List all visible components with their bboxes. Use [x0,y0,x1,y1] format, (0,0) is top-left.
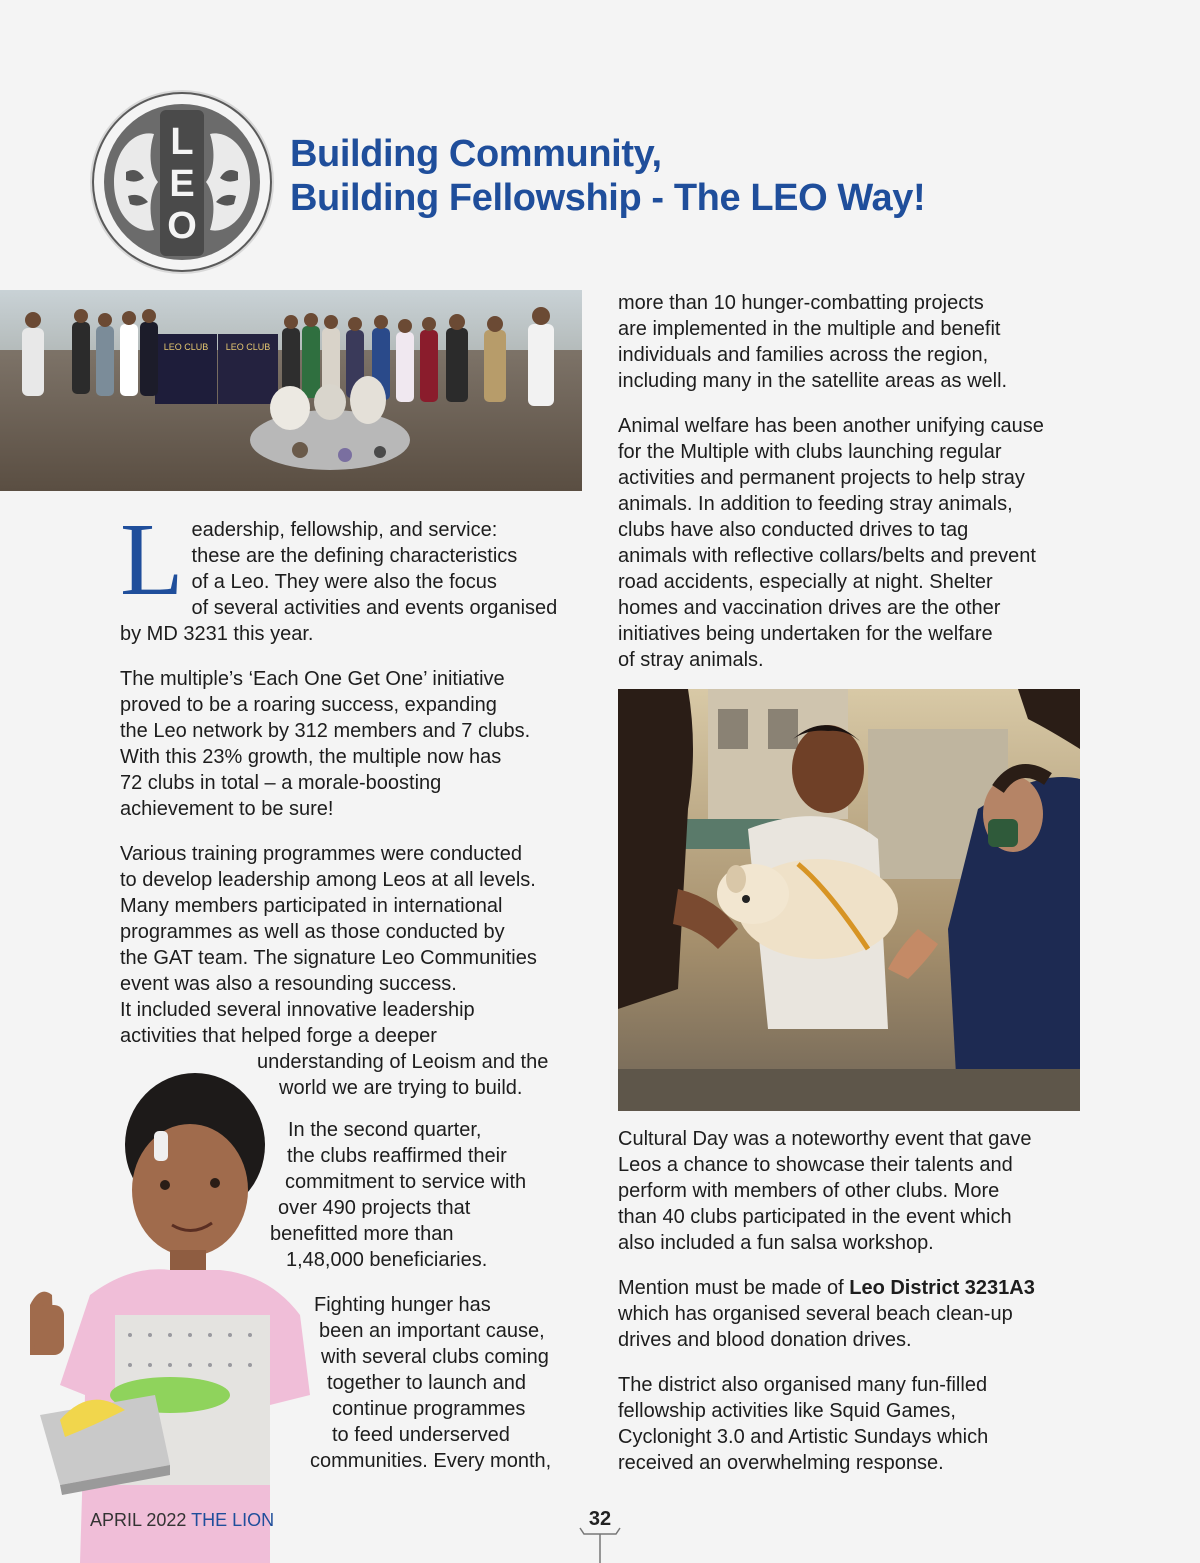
footer-issue [90,1510,274,1531]
stray-dog-vaccination-photo [618,689,1080,1111]
text-line: drives and blood donation drives. [618,1329,912,1351]
paragraph-fighting-hunger [120,1292,552,1474]
text-line: event was also a resounding success. [120,973,457,995]
text-line: animals with reflective collars/belts and prevent [618,545,1036,567]
text-line: benefitted more than [270,1223,454,1245]
text-line: communities. Every month, [310,1450,552,1472]
text-line: Cultural Day was a noteworthy event that gave [618,1128,1032,1150]
text-line: 1,48,000 beneficiaries. [286,1249,488,1271]
intro-paragraph [120,502,580,647]
text-line: individuals and families across the region, [618,344,989,366]
text-line: for the Multiple with clubs launching regular [618,441,1002,463]
text-line: programmes as well as those conducted by [120,921,505,943]
logo-letter-e: E [169,163,195,205]
text-line: It included several innovative leadership [120,999,475,1021]
paragraph-each-one-get-one [120,666,580,822]
paragraph-fellowship-activities [618,1372,1088,1476]
text-line: also included a fun salsa workshop. [618,1232,934,1254]
text-line: Leos a chance to showcase their talents and [618,1154,1013,1176]
text-line: With this 23% growth, the multiple now has [120,746,502,768]
magazine-name: THE LION [191,1510,275,1530]
title-line-1: Building Community, [290,133,662,175]
text-fragment: Mention must be made of [618,1277,850,1299]
text-line: of stray animals. [618,649,764,671]
text-line: than 40 clubs participated in the event which [618,1206,1012,1228]
banner-left-text: LEO CLUB [163,342,209,352]
paragraph-training [120,841,580,1101]
text-line: of a Leo. They were also the focus [191,571,497,593]
dropcap-letter: L [120,502,184,617]
text-line: fellowship activities like Squid Games, [618,1400,956,1422]
text-line: to feed underserved [332,1424,510,1446]
text-line: to develop leadership among Leos at all levels. [120,869,536,891]
text-line: over 490 projects that [278,1197,471,1219]
text-line: animals. In addition to feeding stray animals, [618,493,1013,515]
paragraph-cultural-day [618,1126,1088,1256]
district-name: Leo District 3231A3 [849,1277,1035,1299]
text-line: more than 10 hunger-combatting projects [618,292,984,314]
text-line: world we are trying to build. [279,1077,523,1099]
paragraph-second-quarter [120,1117,527,1273]
issue-date: APRIL 2022 [90,1510,192,1530]
beach-cleanup-group-photo [0,290,582,491]
paragraph-animal-welfare [618,413,1088,673]
text-line: commitment to service with [285,1171,527,1193]
text-line: The multiple’s ‘Each One Get One’ initiative [120,668,505,690]
text-line: received an overwhelming response. [618,1452,944,1474]
text-line: activities and permanent projects to help stray [618,467,1025,489]
text-line: of several activities and events organised [191,597,558,619]
text-line: Various training programmes were conducted [120,843,523,865]
text-line: The district also organised many fun-filled [618,1374,988,1396]
paragraph-hunger-projects [618,290,1088,394]
text-line: understanding of Leoism and the [257,1051,549,1073]
text-line: homes and vaccination drives are the other [618,597,1001,619]
text-line: road accidents, especially at night. Shelter [618,571,993,593]
text-line: initiatives being undertaken for the welfare [618,623,993,645]
text-line: Animal welfare has been another unifying cause [618,415,1044,437]
text-line: clubs have also conducted drives to tag [618,519,969,541]
article-right-column-bottom [618,1126,1088,1495]
leo-logo [92,92,272,272]
text-line: including many in the satellite areas as well. [618,370,1008,392]
text-line: together to launch and [327,1372,527,1394]
text-line [618,1275,1088,1301]
text-line: by MD 3231 this year. [120,623,314,645]
text-line: the clubs reaffirmed their [287,1145,507,1167]
text-line: been an important cause, [319,1320,545,1342]
text-line: which has organised several beach clean-up [618,1303,1013,1325]
page-title [290,132,925,220]
text-line: these are the defining characteristics [191,545,518,567]
text-line: proved to be a roaring success, expanding [120,694,497,716]
text-line: eadership, fellowship, and service: [191,519,498,541]
text-line: Cyclonight 3.0 and Artistic Sundays which [618,1426,989,1448]
text-line: Fighting hunger has [314,1294,491,1316]
lion-emblem-icon [92,92,272,272]
text-line: are implemented in the multiple and benefit [618,318,1001,340]
text-line: 72 clubs in total – a morale-boosting [120,772,442,794]
title-line-2: Building Fellowship - The LEO Way! [290,177,926,219]
text-line: achievement to be sure! [120,798,334,820]
logo-letter-o: O [167,205,197,247]
text-line: activities that helped forge a deeper [120,1025,437,1047]
page-number: 32 [588,1508,612,1530]
text-line: the Leo network by 312 members and 7 clubs. [120,720,531,742]
article-left-column [120,502,580,1120]
text-line: continue programmes [332,1398,526,1420]
logo-letter-l: L [170,121,194,163]
article-right-column-top [618,290,1088,692]
text-line: Many members participated in international [120,895,503,917]
page-marker-icon [578,1526,622,1563]
text-line: with several clubs coming [321,1346,549,1368]
text-line: perform with members of other clubs. More [618,1180,1000,1202]
paragraph-leo-district [618,1275,1088,1353]
text-line: In the second quarter, [288,1119,482,1141]
banner-right-text: LEO CLUB [225,342,271,352]
text-line: the GAT team. The signature Leo Communities [120,947,537,969]
